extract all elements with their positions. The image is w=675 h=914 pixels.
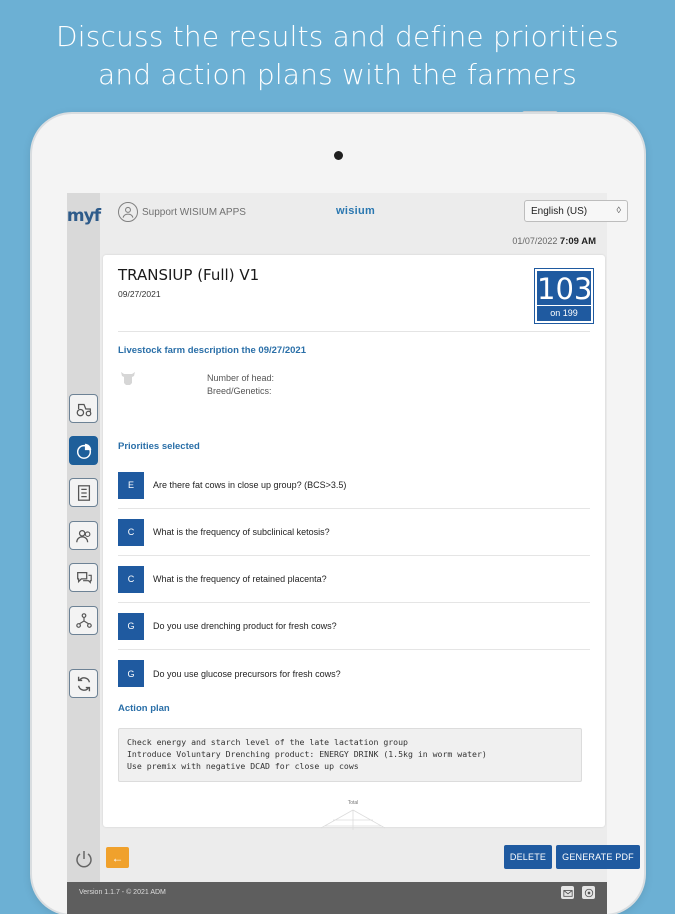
priorities-heading: Priorities selected [118,441,200,452]
select-arrows-icon: ◊ [616,205,621,215]
app-footer [67,882,607,914]
action-plan-heading: Action plan [118,703,170,714]
priority-grade: C [118,566,144,593]
priority-item[interactable] [118,650,590,697]
priority-question: Do you use glucose precursors for fresh cows? [153,668,341,679]
date-time [512,236,596,247]
cow-icon [118,369,138,387]
radar-web [313,806,393,830]
priorities-list [118,462,590,697]
priority-question: What is the frequency of subclinical ketosis? [153,527,330,537]
app-logo[interactable] [67,201,100,231]
score-value: 103 [537,272,593,306]
priority-item[interactable] [118,509,590,556]
score-total: on 199 [537,305,591,320]
app-screen [66,193,634,914]
tablet-camera [334,151,343,160]
priority-grade: G [118,660,144,687]
breed-label: Breed/Genetics: [207,386,272,396]
priority-question: Do you use drenching product for fresh cows? [153,621,337,631]
priority-grade: E [118,472,144,499]
refresh-icon[interactable] [69,669,98,698]
priority-question: Are there fat cows in close up group? (BCS>3.5) [153,480,347,490]
radar-label: Total [347,800,359,806]
users-icon[interactable] [69,521,98,550]
support-label: Support WISIUM APPS [142,206,246,218]
app-logo-text: myf [66,206,101,226]
number-of-head-label: Number of head: [207,373,275,383]
divider [118,331,590,332]
assessment-date: 09/27/2021 [118,289,161,299]
headline-line-2: and action plans with the farmers [97,58,577,91]
assessment-card [103,255,605,827]
arrow-left-icon: ← [111,850,124,865]
checklist-icon[interactable] [69,478,98,507]
sidebar [67,193,100,882]
action-line: Check energy and starch level of the late lactation group [127,737,408,747]
language-select[interactable] [524,200,628,222]
chart-pie-icon[interactable] [69,436,98,465]
power-icon[interactable] [73,848,95,870]
language-value: English (US) [531,205,588,217]
network-icon[interactable] [69,606,98,635]
current-time: 7:09 AM [559,236,596,247]
current-date: 01/07/2022 [512,236,558,246]
tractor-icon[interactable] [69,394,98,423]
support-link[interactable] [118,202,246,222]
headline-line-1: Discuss the results and define priorities [55,20,620,53]
farm-description-heading: Livestock farm description the 09/27/2021 [118,345,306,356]
farm-description [207,372,274,398]
brand-logo [336,205,375,217]
delete-button[interactable]: DELETE [504,845,552,869]
mail-icon[interactable] [561,886,574,899]
action-line: Introduce Voluntary Drenching product: ENERGY DRINK (1.5kg in worm water) [127,749,487,759]
chat-icon[interactable] [69,563,98,592]
priority-item[interactable] [118,556,590,603]
priority-grade: C [118,519,144,546]
tablet-frame [32,114,644,914]
score-badge [535,269,593,323]
priority-item[interactable] [118,603,590,650]
radar-chart-preview [313,800,393,830]
user-circle-icon [118,202,138,222]
assessment-title: TRANSIUP (Full) V1 [118,266,260,284]
generate-pdf-button[interactable]: GENERATE PDF [556,845,640,869]
brand-name: wisium [336,205,376,217]
priority-grade: G [118,613,144,640]
help-icon[interactable] [582,886,595,899]
priority-question: What is the frequency of retained placenta? [153,574,327,584]
action-line: Use premix with negative DCAD for close up cows [127,761,359,771]
action-plan-text[interactable] [118,728,582,782]
app-header [100,193,621,257]
footer-icons [561,886,595,899]
priority-item[interactable] [118,462,590,509]
headline [0,18,675,94]
back-button[interactable] [106,847,129,868]
version-text: Version 1.1.7 - © 2021 ADM [79,889,166,896]
